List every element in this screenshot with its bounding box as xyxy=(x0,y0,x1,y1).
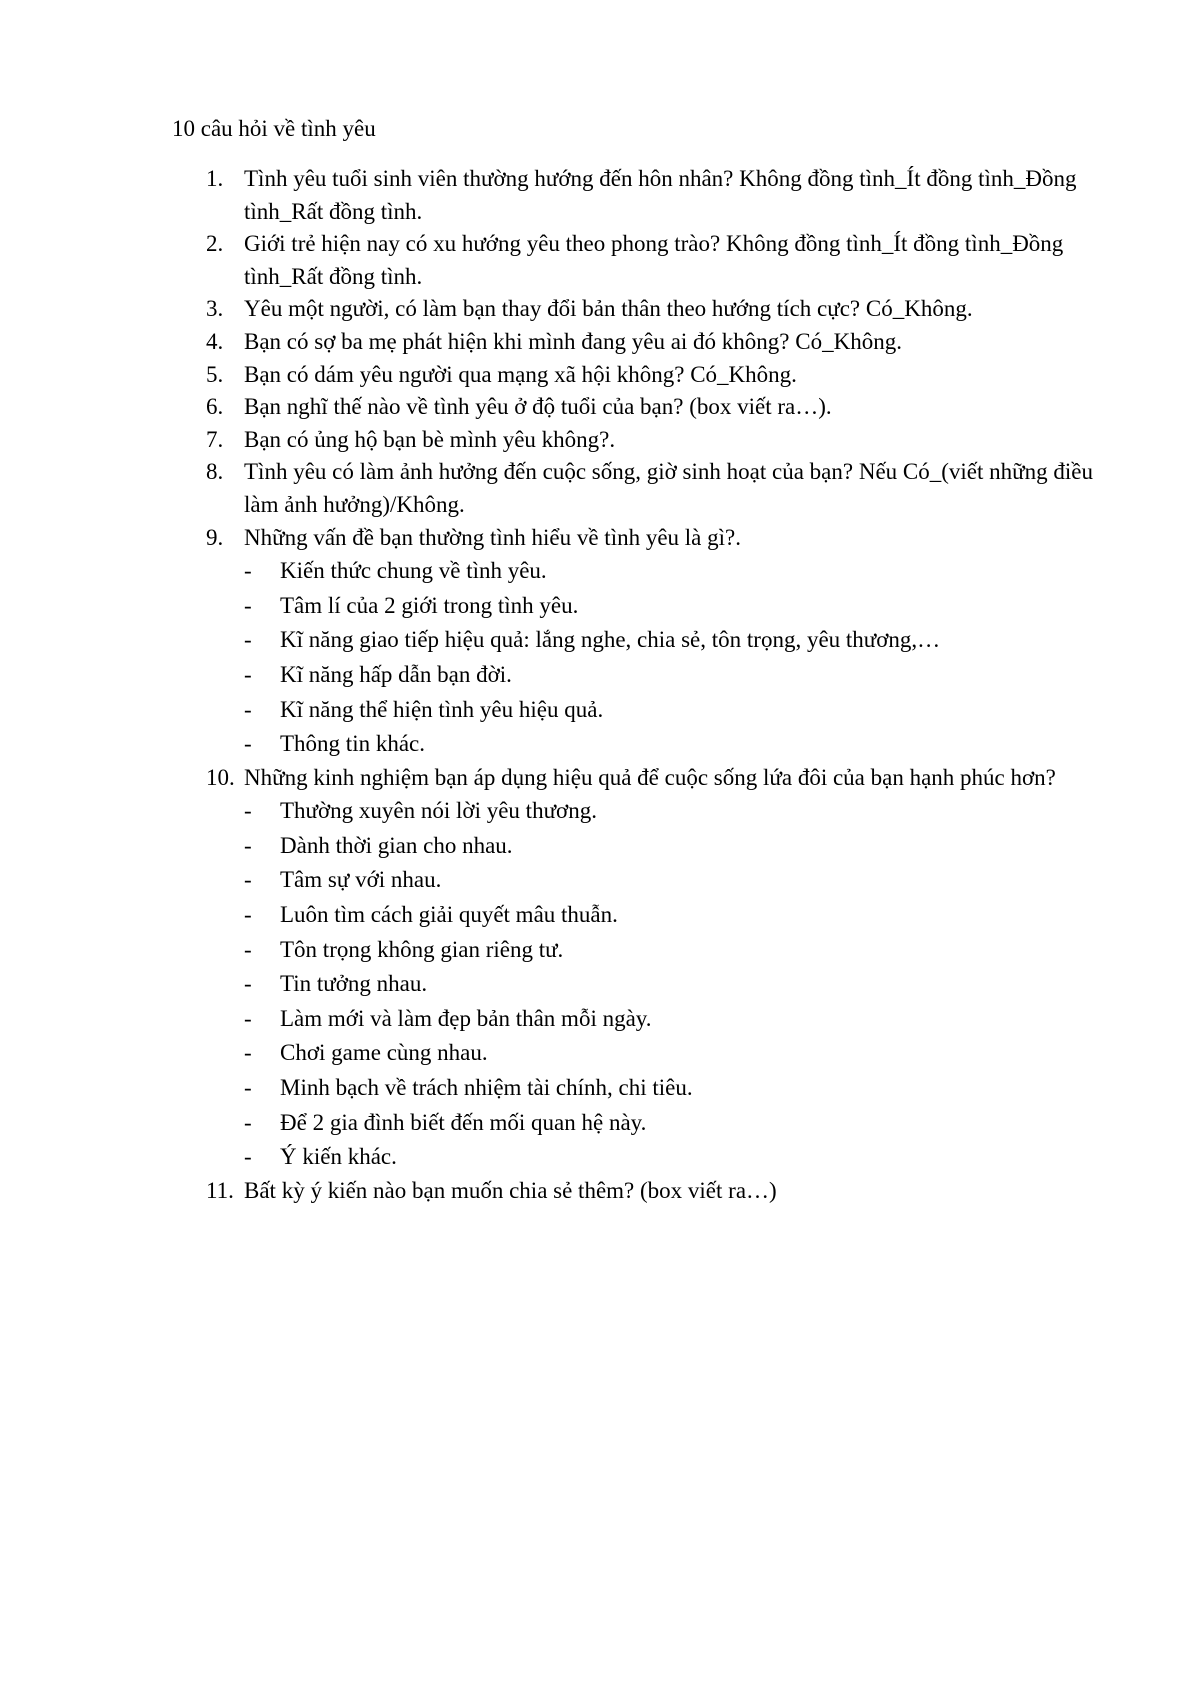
dash-bullet: - xyxy=(244,1144,252,1170)
option-text: Tâm lí của 2 giới trong tình yêu. xyxy=(280,592,579,618)
question-item xyxy=(172,326,1122,359)
question-item xyxy=(172,424,1122,457)
option-item xyxy=(244,589,1122,624)
question-text: Bất kỳ ý kiến nào bạn muốn chia sẻ thêm? (box viết ra…) xyxy=(244,1177,777,1203)
question-text: Những kinh nghiệm bạn áp dụng hiệu quả để cuộc sống lứa đôi của bạn hạnh phúc hơn? xyxy=(244,764,1056,790)
option-text: Kĩ năng giao tiếp hiệu quả: lắng nghe, chia sẻ, tôn trọng, yêu thương,… xyxy=(280,627,941,653)
dash-bullet: - xyxy=(244,1109,252,1135)
question-number: 1. xyxy=(206,166,224,191)
question-text: Bạn có ủng hộ bạn bè mình yêu không?. xyxy=(244,426,616,452)
dash-bullet: - xyxy=(244,592,252,618)
dash-bullet: - xyxy=(244,867,252,893)
dash-bullet: - xyxy=(244,661,252,687)
option-text: Minh bạch về trách nhiệm tài chính, chi tiêu. xyxy=(280,1075,693,1101)
option-text: Tâm sự với nhau. xyxy=(280,867,442,893)
dash-bullet: - xyxy=(244,1075,252,1101)
question-number: 6. xyxy=(206,394,224,420)
option-text: Tin tưởng nhau. xyxy=(280,971,428,997)
option-text: Làm mới và làm đẹp bản thân mỗi ngày. xyxy=(280,1005,652,1031)
question-item xyxy=(172,522,1122,762)
option-item xyxy=(244,658,1122,693)
question-text: Bạn có dám yêu người qua mạng xã hội không? Có_Không. xyxy=(244,361,797,387)
option-item xyxy=(244,1106,1122,1141)
dash-bullet: - xyxy=(244,696,252,722)
dash-bullet: - xyxy=(244,832,252,858)
question-number: 7. xyxy=(206,426,224,452)
option-item xyxy=(244,693,1122,728)
option-item xyxy=(244,898,1122,933)
option-item xyxy=(244,554,1122,589)
dash-bullet: - xyxy=(244,971,252,997)
question-number: 11. xyxy=(206,1177,234,1203)
option-item xyxy=(244,1002,1122,1037)
dash-bullet: - xyxy=(244,798,252,824)
question-item xyxy=(172,228,1122,293)
option-item xyxy=(244,829,1122,864)
option-text: Chơi game cùng nhau. xyxy=(280,1040,488,1066)
question-item xyxy=(172,391,1122,424)
option-text: Kĩ năng thể hiện tình yêu hiệu quả. xyxy=(280,696,604,722)
option-item xyxy=(244,933,1122,968)
question-item xyxy=(172,762,1122,1175)
option-item xyxy=(244,623,1122,658)
option-list xyxy=(244,794,1122,1175)
dash-bullet: - xyxy=(244,902,252,928)
option-text: Để 2 gia đình biết đến mối quan hệ này. xyxy=(280,1109,647,1135)
question-item xyxy=(172,456,1122,521)
dash-bullet: - xyxy=(244,1005,252,1031)
question-text: Tình yêu có làm ảnh hưởng đến cuộc sống, giờ sinh hoạt của bạn? Nếu Có_(viết những điều làm ảnh hưởng)/Không. xyxy=(244,459,1093,517)
question-number: 9. xyxy=(206,524,224,550)
question-item xyxy=(172,1175,1122,1208)
question-number: 4. xyxy=(206,328,224,354)
option-item xyxy=(244,1140,1122,1175)
dash-bullet: - xyxy=(244,1040,252,1066)
option-text: Kĩ năng hấp dẫn bạn đời. xyxy=(280,661,512,687)
question-number: 2. xyxy=(206,231,224,257)
option-item xyxy=(244,863,1122,898)
question-list xyxy=(172,163,1122,1207)
question-number: 8. xyxy=(206,459,224,485)
option-text: Luôn tìm cách giải quyết mâu thuẫn. xyxy=(280,902,618,928)
question-text: Giới trẻ hiện nay có xu hướng yêu theo phong trào? Không đồng tình_Ít đồng tình_Đồng tình_Rất đồng tình. xyxy=(244,231,1064,289)
question-item xyxy=(172,293,1122,326)
question-text: Yêu một người, có làm bạn thay đổi bản thân theo hướng tích cực? Có_Không. xyxy=(244,296,973,322)
question-text: Bạn nghĩ thế nào về tình yêu ở độ tuổi của bạn? (box viết ra…). xyxy=(244,394,832,420)
question-text: Bạn có sợ ba mẹ phát hiện khi mình đang yêu ai đó không? Có_Không. xyxy=(244,328,902,354)
option-text: Kiến thức chung về tình yêu. xyxy=(280,558,547,584)
question-text: Tình yêu tuổi sinh viên thường hướng đến hôn nhân? Không đồng tình_Ít đồng tình_Đồng tình_Rất đồng tình. xyxy=(244,166,1077,224)
question-number: 5. xyxy=(206,361,224,387)
question-item xyxy=(172,163,1122,228)
option-item xyxy=(244,1071,1122,1106)
dash-bullet: - xyxy=(244,731,252,757)
question-text: Những vấn đề bạn thường tình hiểu về tình yêu là gì?. xyxy=(244,524,741,550)
option-text: Thường xuyên nói lời yêu thương. xyxy=(280,798,597,824)
option-text: Thông tin khác. xyxy=(280,731,425,757)
option-item xyxy=(244,727,1122,762)
question-number: 10. xyxy=(206,764,235,790)
dash-bullet: - xyxy=(244,558,252,584)
question-number: 3. xyxy=(206,296,224,322)
option-item xyxy=(244,967,1122,1002)
option-text: Ý kiến khác. xyxy=(280,1144,397,1170)
option-item xyxy=(244,794,1122,829)
question-item xyxy=(172,359,1122,392)
option-text: Tôn trọng không gian riêng tư. xyxy=(280,936,564,962)
option-item xyxy=(244,1036,1122,1071)
document-title: 10 câu hỏi về tình yêu xyxy=(172,116,376,141)
dash-bullet: - xyxy=(244,627,252,653)
option-text: Dành thời gian cho nhau. xyxy=(280,832,513,858)
option-list xyxy=(244,554,1122,762)
dash-bullet: - xyxy=(244,936,252,962)
